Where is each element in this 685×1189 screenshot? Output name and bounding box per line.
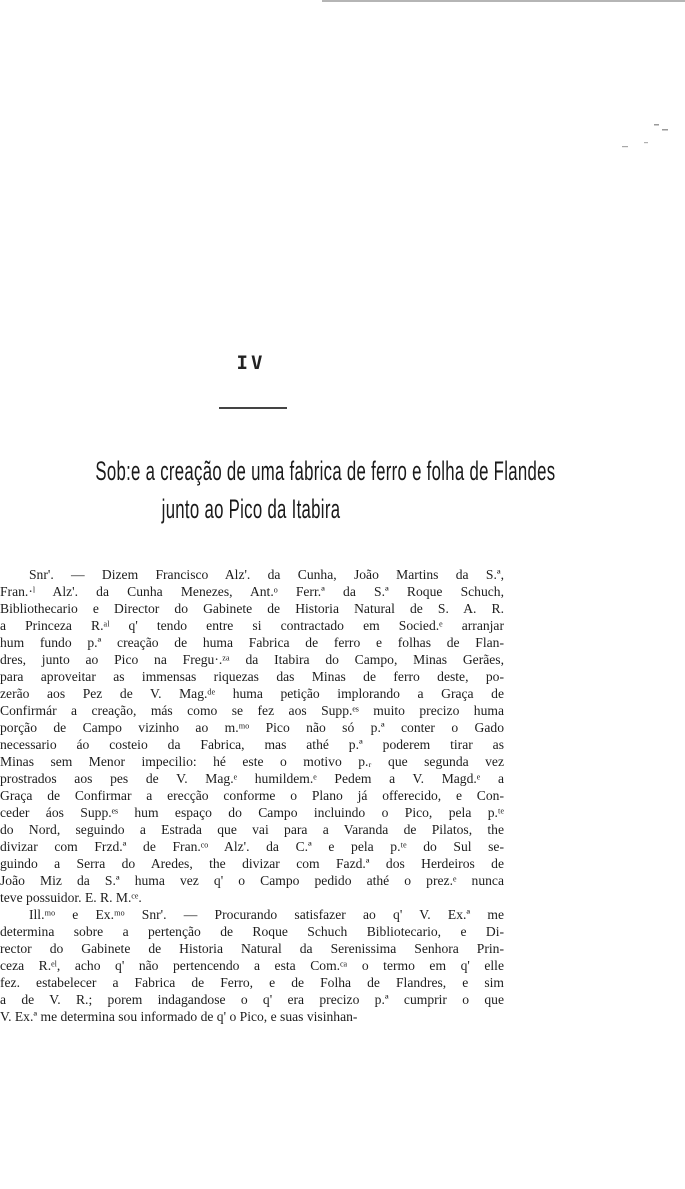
- text-line: do Nord, seguindo a Estrada que vai para a Varanda de Pilatos, the: [0, 822, 504, 837]
- scan-specks: [618, 120, 678, 150]
- title-line-1: Sob:e a creação de uma fabrica de ferro e folha de Flandes: [95, 456, 556, 486]
- text-line: para aproveitar as immensas riquezas das Minas de ferro deste, po-: [0, 669, 504, 684]
- text-line: V. Ex.ª me determina sou informado de q' o Pico, e suas visinhan-: [0, 1009, 358, 1024]
- text-line: João Miz da S.ª huma vez q' o Campo pedido athé o prez.ᵉ nunca: [0, 873, 504, 888]
- document-title: [95, 452, 556, 528]
- body-text: [0, 566, 504, 1025]
- text-line: a Princeza R.ᵃˡ q' tendo entre si contractado em Socied.ᵉ arranjar: [0, 618, 504, 633]
- top-edge-rule: [322, 0, 685, 2]
- text-line: determina sobre a pertenção de Roque Schuch Bibliotecario, e Di-: [0, 924, 504, 939]
- text-line: fez. estabelecer a Fabrica de Ferro, e de Folha de Flandres, e sim: [0, 975, 504, 990]
- text-line: Minas sem Menor impecilio: hé este o motivo p.ᵣ que segunda vez: [0, 754, 504, 769]
- text-line: hum fundo p.ª creação de huma Fabrica de ferro e folhas de Flan-: [0, 635, 504, 650]
- chapter-divider: [219, 407, 287, 409]
- text-line: Ill.ᵐᵒ e Ex.ᵐᵒ Snr'. — Procurando satisfazer ao q' V. Ex.ª me: [29, 907, 504, 922]
- text-line: a de V. R.; porem indagandose o q' era precizo p.ª cumprir o que: [0, 992, 504, 1007]
- text-line: Snr'. — Dizem Francisco Alz'. da Cunha, João Martins da S.ª,: [29, 567, 504, 582]
- text-line: divizar com Frzd.ª de Fran.ᶜᵒ Alz'. da C.ª e pela p.ᵗᵉ do Sul se-: [0, 839, 504, 854]
- text-line: rector do Gabinete de Historia Natural da Serenissima Senhora Prin-: [0, 941, 504, 956]
- chapter-number: IV: [236, 352, 266, 374]
- text-line: ceza R.ᵉˡ, acho q' não pertencendo a esta Com.ᶜᵃ o termo em q' elle: [0, 958, 504, 973]
- text-line: prostrados aos pes de V. Mag.ᵉ humildem.ᵉ Pedem a V. Magd.ᵉ a: [0, 771, 504, 786]
- text-line: guindo a Serra do Aredes, the divizar com Fazd.ª dos Herdeiros de: [0, 856, 504, 871]
- title-line-2: junto ao Pico da Itabira: [161, 494, 341, 524]
- text-line: Bibliothecario e Director do Gabinete de Historia Natural de S. A. R.: [0, 601, 504, 616]
- text-line: necessario áo costeio da Fabrica, mas athé p.ª poderem tirar as: [0, 737, 504, 752]
- text-line: zerão aos Pez de V. Mag.ᵈᵉ huma petição implorando a Graça de: [0, 686, 504, 701]
- text-line: Fran.·ˡ Alz'. da Cunha Menezes, Ant.ᵒ Ferr.ª da S.ª Roque Schuch,: [0, 584, 504, 599]
- text-line: dres, junto ao Pico na Fregu·.ᶻᵃ da Itabira do Campo, Minas Gerães,: [0, 652, 504, 667]
- text-line: Confirmár a creação, más como se fez aos Supp.ᵉˢ muito precizo huma: [0, 703, 504, 718]
- text-line: porção de Campo vizinho ao m.ᵐᵒ Pico não só p.ª conter o Gado: [0, 720, 504, 735]
- text-line: teve possuidor. E. R. M.ᶜᵉ.: [0, 890, 142, 905]
- text-line: ceder áos Supp.ᵉˢ hum espaço do Campo incluindo o Pico, pela p.ᵗᵉ: [0, 805, 504, 820]
- text-line: Graça de Confirmar a erecção conforme o Plano já offerecido, e Con-: [0, 788, 504, 803]
